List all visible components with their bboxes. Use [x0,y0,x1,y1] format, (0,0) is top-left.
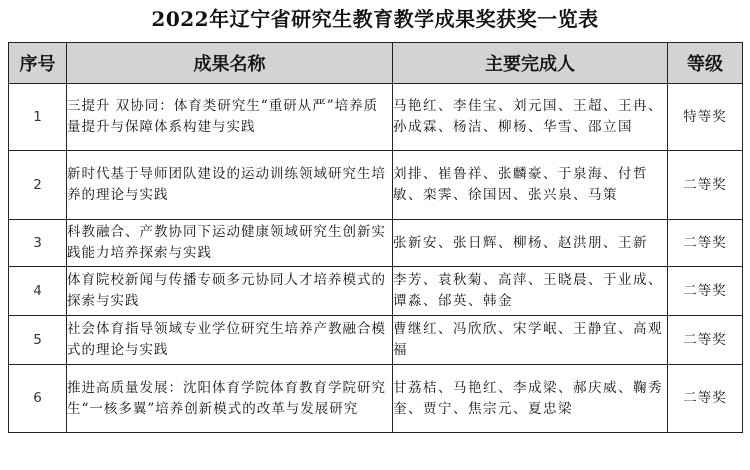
main-contributors: 马艳红、李佳宝、刘元国、王超、王冉、孙成霖、杨洁、柳杨、华雪、邵立国 [393,84,668,151]
achievement-name: 新时代基于导师团队建设的运动训练领域研究生培养的理论与实践 [67,151,393,220]
header-name: 成果名称 [67,43,393,84]
table-header-row [9,43,743,84]
table-row [9,316,743,365]
achievement-name: 三提升 双协同：体育类研究生“重研从严”培养质量提升与保障体系构建与实践 [67,84,393,151]
award-level: 二等奖 [668,316,743,365]
table-row [9,151,743,220]
table-row [9,220,743,267]
achievement-name: 科教融合、产教协同下运动健康领域研究生创新实践能力培养探索与实践 [67,220,393,267]
awards-table [8,42,743,433]
main-contributors: 甘荔桔、马艳红、李成梁、郝庆威、鞠秀奎、贾宁、焦宗元、夏忠梁 [393,365,668,433]
main-contributors: 李芳、袁秋菊、高萍、王晓晨、于业成、谭淼、邰英、韩金 [393,267,668,316]
page-title: 2022年辽宁省研究生教育教学成果奖获奖一览表 [151,7,599,31]
row-number: 4 [9,267,67,316]
row-number: 6 [9,365,67,433]
award-level: 二等奖 [668,151,743,220]
award-level: 二等奖 [668,365,743,433]
row-number: 2 [9,151,67,220]
award-level: 二等奖 [668,267,743,316]
achievement-name: 社会体育指导领域专业学位研究生培养产教融合模式的理论与实践 [67,316,393,365]
table-row [9,267,743,316]
row-number: 3 [9,220,67,267]
main-contributors: 曹继红、冯欣欣、宋学岷、王静宜、高观福 [393,316,668,365]
main-contributors: 张新安、张日辉、柳杨、赵洪朋、王新 [393,220,668,267]
row-number: 1 [9,84,67,151]
table-row [9,365,743,433]
main-contributors: 刘排、崔鲁祥、张麟豪、于泉海、付哲敏、栾霁、徐国因、张兴泉、马策 [393,151,668,220]
award-level: 特等奖 [668,84,743,151]
achievement-name: 推进高质量发展：沈阳体育学院体育教育学院研究生“一核多翼”培养创新模式的改革与发展研究 [67,365,393,433]
achievement-name: 体育院校新闻与传播专硕多元协同人才培养模式的探索与实践 [67,267,393,316]
row-number: 5 [9,316,67,365]
header-level: 等级 [668,43,743,84]
header-people: 主要完成人 [393,43,668,84]
table-row [9,84,743,151]
award-level: 二等奖 [668,220,743,267]
header-no: 序号 [9,43,67,84]
